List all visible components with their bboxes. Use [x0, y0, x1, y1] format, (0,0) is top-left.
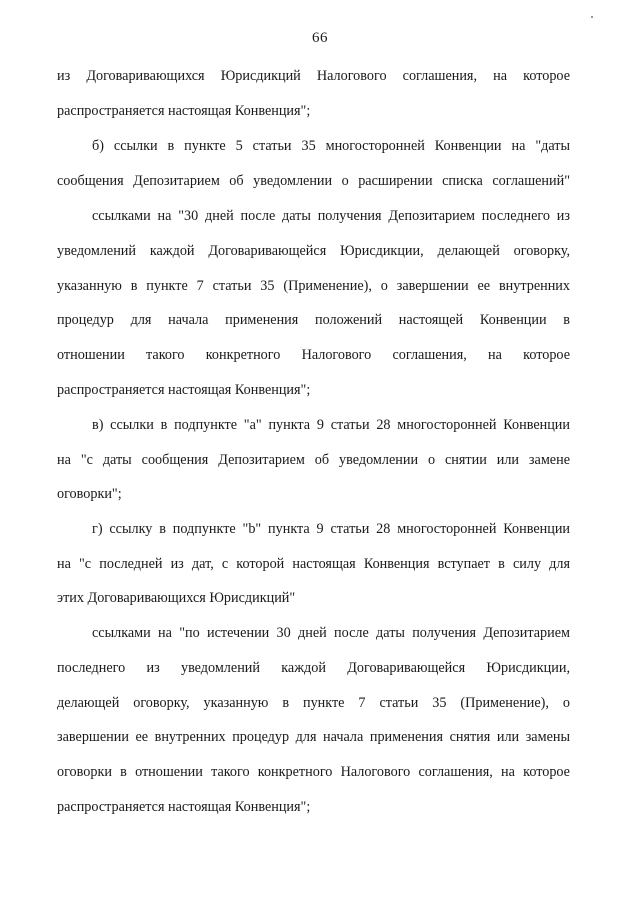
text-line: сообщения Депозитарием об уведомлении о расширении списка соглашений" [57, 173, 570, 189]
text-line: б) ссылки в пункте 5 статьи 35 многосторонней Конвенции на "даты [92, 138, 570, 154]
text-line: ссылками на "по истечении 30 дней после даты получения Депозитарием [92, 625, 570, 641]
text-line: завершении ее внутренних процедур для начала применения снятия или замены [57, 729, 570, 745]
text-line: уведомлений каждой Договаривающейся Юрисдикции, делающей оговорку, [57, 243, 570, 259]
text-line: делающей оговорку, указанную в пункте 7 статьи 35 (Применение), о [57, 695, 570, 711]
text-line: г) ссылку в подпункте "b" пункта 9 статьи 28 многосторонней Конвенции [92, 521, 570, 537]
text-line: этих Договаривающихся Юрисдикций" [57, 590, 296, 606]
text-line: оговорки в отношении такого конкретного Налогового соглашения, на которое [57, 764, 570, 780]
text-line: отношении такого конкретного Налогового соглашения, на которое [57, 347, 570, 363]
text-line: на "с даты сообщения Депозитарием об уведомлении о снятии или замене [57, 452, 570, 468]
text-line: ссылками на "30 дней после даты получения Депозитарием последнего из [92, 208, 570, 224]
text-line: последнего из уведомлений каждой Договаривающейся Юрисдикции, [57, 660, 570, 676]
text-line: оговорки"; [57, 486, 122, 502]
page-number: 66 [312, 30, 328, 46]
text-line: на "с последней из дат, с которой настоящая Конвенция вступает в силу для [57, 556, 570, 572]
text-line: в) ссылки в подпункте "а" пункта 9 статьи 28 многосторонней Конвенции [92, 417, 570, 433]
text-line: распространяется настоящая Конвенция"; [57, 382, 311, 398]
text-line: указанную в пункте 7 статьи 35 (Применение), о завершении ее внутренних [57, 278, 570, 294]
text-line: из Договаривающихся Юрисдикций Налогового соглашения, на которое [57, 68, 570, 84]
text-line: распространяется настоящая Конвенция"; [57, 103, 311, 119]
text-line: распространяется настоящая Конвенция"; [57, 799, 311, 815]
scan-speck [591, 16, 593, 18]
text-line: процедур для начала применения положений настоящей Конвенции в [57, 312, 570, 328]
